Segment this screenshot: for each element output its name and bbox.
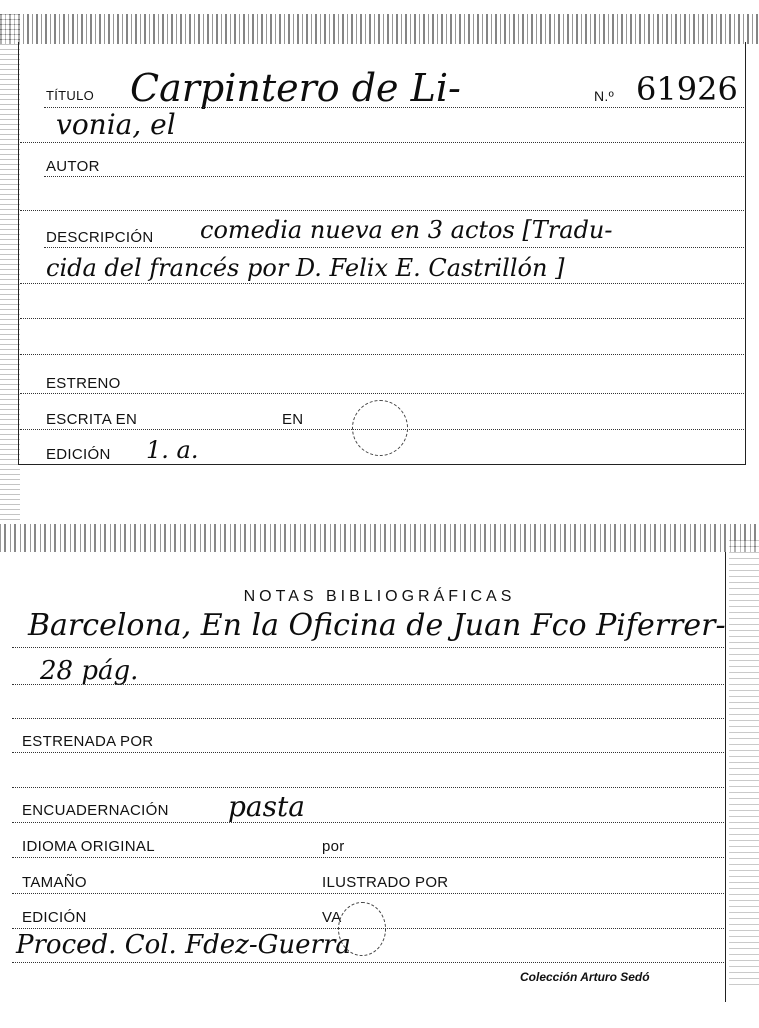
notas-rule-3 (12, 718, 724, 719)
ilustrado-label: ILUSTRADO POR (322, 874, 449, 891)
torn-edge-top (0, 14, 759, 44)
estrenada-rule (12, 752, 724, 753)
idioma-rule (12, 857, 724, 858)
notas-value-line1: Barcelona, En la Oficina de Juan Fco Piferrer- (28, 608, 726, 643)
titulo-value-line2: vonia, el (56, 108, 176, 141)
numero-label: N.º (594, 88, 615, 104)
autor-label: AUTOR (46, 158, 100, 175)
scan-edge-right (729, 540, 759, 990)
idioma-label: IDIOMA ORIGINAL (22, 838, 155, 855)
edicion-rule-bottom (12, 928, 724, 929)
tamano-label: TAMAÑO (22, 874, 87, 891)
estrenada-label: ESTRENADA POR (22, 733, 154, 750)
torn-edge-middle (0, 524, 759, 552)
edicion-label-bottom: EDICIÓN (22, 909, 87, 926)
notas-heading: NOTAS BIBLIOGRÁFICAS (243, 588, 516, 605)
por-label: por (322, 838, 345, 855)
notas-rule-2 (12, 684, 724, 685)
rule-6 (20, 283, 744, 284)
estreno-rule (20, 393, 744, 394)
notas-value-line2: 28 pág. (40, 656, 139, 686)
encuadernacion-label: ENCUADERNACIÓN (22, 802, 169, 819)
scan-edge-left (0, 14, 20, 524)
rule-8 (20, 354, 744, 355)
encuadernacion-rule (12, 822, 724, 823)
rule-7 (20, 318, 744, 319)
descripcion-value-line2: cida del francés por D. Felix E. Castrillón ] (46, 254, 565, 282)
procedencia-value: Proced. Col. Fdez-Guerra (16, 930, 351, 960)
titulo-value-line1: Carpintero de Li- (130, 66, 461, 110)
edicion-label-top: EDICIÓN (46, 446, 111, 463)
notas-rule-1 (12, 647, 724, 648)
rule-4 (20, 210, 744, 211)
descripcion-value-line1: comedia nueva en 3 actos [Tradu- (200, 216, 613, 244)
va-label: VA (322, 909, 342, 926)
coleccion-footer: Colección Arturo Sedó (520, 970, 650, 984)
stamp-circle-top (352, 400, 408, 456)
numero-value: 61926 (636, 70, 738, 108)
en-label: EN (282, 411, 304, 428)
descripcion-label: DESCRIPCIÓN (46, 229, 154, 246)
rule-b5 (12, 787, 724, 788)
rule-2 (20, 142, 744, 143)
descripcion-rule (44, 247, 744, 248)
procedencia-rule (12, 962, 724, 963)
autor-rule (44, 176, 744, 177)
titulo-label: TÍTULO (46, 88, 95, 103)
tamano-rule (12, 893, 724, 894)
escrita-en-label: ESCRITA EN (46, 411, 138, 428)
edicion-value-top: 1. a. (146, 436, 199, 464)
estreno-label: ESTRENO (46, 375, 121, 392)
encuadernacion-value: pasta (228, 790, 305, 823)
